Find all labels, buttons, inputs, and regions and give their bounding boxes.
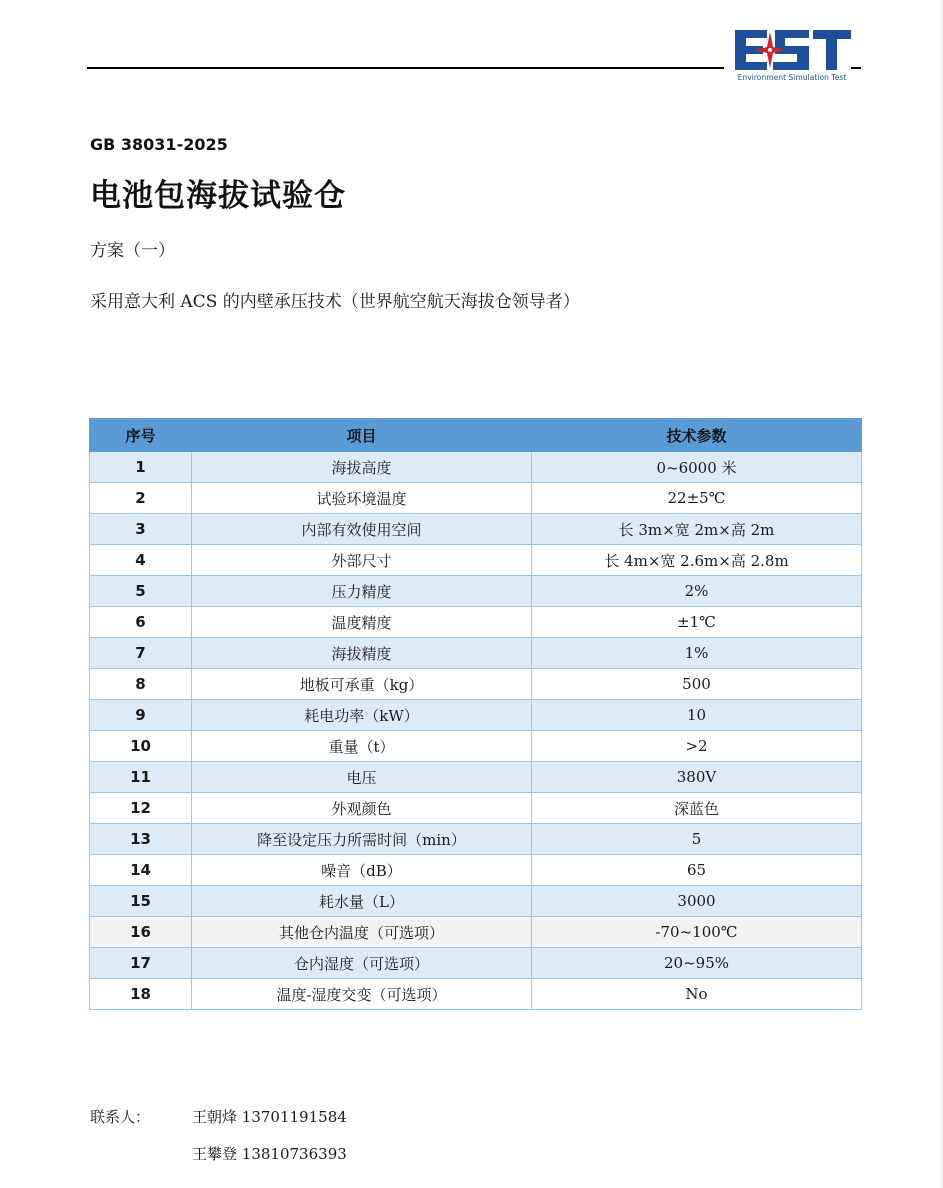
row-item: 海拔高度: [192, 452, 532, 483]
row-item: 试验环境温度: [192, 483, 532, 514]
row-item: 压力精度: [192, 576, 532, 607]
row-no: 12: [90, 793, 192, 824]
row-no: 1: [90, 452, 192, 483]
row-no: 14: [90, 855, 192, 886]
row-value: 10: [532, 700, 862, 731]
scheme-label: 方案（一）: [90, 241, 175, 261]
row-value: 5: [532, 824, 862, 855]
contact-person-1: [192, 1106, 347, 1127]
table-row: [90, 607, 862, 638]
row-item: 温度-湿度交变（可选项）: [192, 979, 532, 1010]
row-value: 500: [532, 669, 862, 700]
table-row: [90, 917, 862, 948]
contact-name: 王朝烽: [192, 1108, 238, 1126]
est-logo-mark: [733, 28, 851, 72]
row-item: 其他仓内温度（可选项）: [192, 917, 532, 948]
row-no: 8: [90, 669, 192, 700]
table-row: [90, 700, 862, 731]
row-no: 16: [90, 917, 192, 948]
row-no: 2: [90, 483, 192, 514]
row-no: 13: [90, 824, 192, 855]
row-item: 内部有效使用空间: [192, 514, 532, 545]
header-value: 技术参数: [532, 419, 862, 452]
est-logo: [731, 26, 853, 86]
row-value: 长 3m×宽 2m×高 2m: [532, 514, 862, 545]
contact-phone: 13810736393: [241, 1145, 347, 1163]
row-no: 17: [90, 948, 192, 979]
spec-table: [89, 418, 862, 1010]
row-value: No: [532, 979, 862, 1010]
row-item: 仓内湿度（可选项）: [192, 948, 532, 979]
table-row: [90, 545, 862, 576]
row-value: 380V: [532, 762, 862, 793]
row-value: 22±5℃: [532, 483, 862, 514]
table-row: [90, 731, 862, 762]
row-item: 重量（t）: [192, 731, 532, 762]
row-value: ±1℃: [532, 607, 862, 638]
contact-name: 王攀登: [192, 1145, 238, 1163]
row-value: 深蓝色: [532, 793, 862, 824]
header-no: 序号: [90, 419, 192, 452]
row-item: 地板可承重（kg）: [192, 669, 532, 700]
row-value: 20~95%: [532, 948, 862, 979]
row-value: 长 4m×宽 2.6m×高 2.8m: [532, 545, 862, 576]
logo-subtitle: Environment Simulation Test: [737, 73, 847, 82]
row-no: 5: [90, 576, 192, 607]
row-no: 6: [90, 607, 192, 638]
row-no: 3: [90, 514, 192, 545]
row-no: 7: [90, 638, 192, 669]
row-item: 外观颜色: [192, 793, 532, 824]
table-row: [90, 886, 862, 917]
technology-description: 采用意大利 ACS 的内壁承压技术（世界航空航天海拔仓领导者）: [90, 292, 580, 312]
row-value: >2: [532, 731, 862, 762]
row-item: 降至设定压力所需时间（min）: [192, 824, 532, 855]
table-row: [90, 855, 862, 886]
table-row: [90, 824, 862, 855]
header-rule: [87, 67, 724, 69]
table-header-row: [90, 419, 862, 452]
table-row: [90, 576, 862, 607]
row-value: 1%: [532, 638, 862, 669]
row-no: 15: [90, 886, 192, 917]
table-row: [90, 483, 862, 514]
row-value: 65: [532, 855, 862, 886]
table-row: [90, 762, 862, 793]
contact-label: 联系人：: [90, 1108, 151, 1126]
row-no: 11: [90, 762, 192, 793]
table-row: [90, 638, 862, 669]
contact-phone: 13701191584: [241, 1108, 347, 1126]
table-row: [90, 948, 862, 979]
row-item: 海拔精度: [192, 638, 532, 669]
table-row: [90, 669, 862, 700]
row-value: 2%: [532, 576, 862, 607]
row-item: 温度精度: [192, 607, 532, 638]
header-item: 项目: [192, 419, 532, 452]
table-row: [90, 979, 862, 1010]
contact-person-2: [192, 1143, 347, 1164]
table-row: [90, 452, 862, 483]
document-title: 电池包海拔试验仓: [90, 178, 346, 214]
row-value: -70~100℃: [532, 917, 862, 948]
row-no: 10: [90, 731, 192, 762]
row-item: 耗电功率（kW）: [192, 700, 532, 731]
row-no: 4: [90, 545, 192, 576]
row-item: 外部尺寸: [192, 545, 532, 576]
row-item: 噪音（dB）: [192, 855, 532, 886]
row-item: 耗水量（L）: [192, 886, 532, 917]
row-no: 18: [90, 979, 192, 1010]
table-row: [90, 514, 862, 545]
row-item: 电压: [192, 762, 532, 793]
row-value: 0~6000 米: [532, 452, 862, 483]
standard-code: GB 38031-2025: [90, 135, 228, 154]
row-no: 9: [90, 700, 192, 731]
table-row: [90, 793, 862, 824]
row-value: 3000: [532, 886, 862, 917]
